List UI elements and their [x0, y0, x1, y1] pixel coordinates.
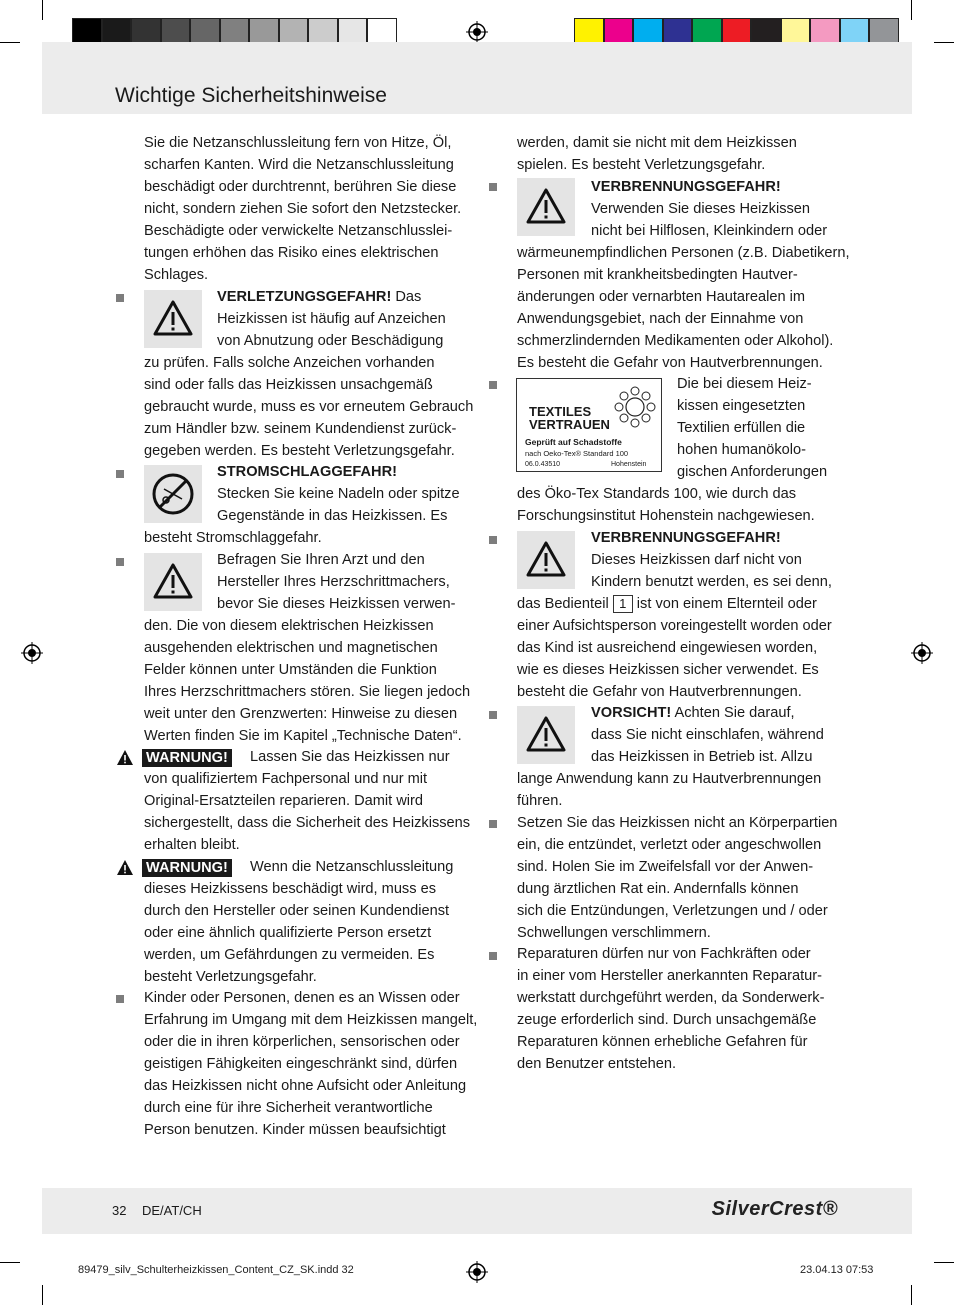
text-line: führen.	[517, 793, 563, 809]
right-verbrennung2-cont: das Bedienteil 1 ist von einem Elternteil oder einer Aufsichtsperson voreingestellt worden oder das Kind ist ausreichend eingewiesen worden, wie es dieses Heizkissen sicher verwendet. Es besteht die Gefahr von Hautverbrennungen.	[517, 593, 832, 703]
text-line: Anwendungsgebiet, nach der Einnahme von	[517, 311, 804, 327]
slug-file: 89479_silv_Schulterheizkissen_Content_CZ_SK.indd 32	[78, 1264, 354, 1276]
left-kinder-text	[144, 987, 477, 1141]
bullet-icon	[489, 711, 497, 719]
left-w1-first: Lassen Sie das Heizkissen nur	[250, 749, 450, 765]
right-vorsicht-cont	[517, 768, 821, 812]
left-arzt-cont	[144, 615, 470, 747]
text-line: Reparaturen können erhebliche Gefahren für	[517, 1034, 808, 1050]
right-oeko-text	[677, 373, 827, 483]
crop-mark	[0, 1262, 20, 1263]
text-line: Setzen Sie das Heizkissen nicht an Körperpartien	[517, 815, 838, 831]
warning-triangle-icon	[116, 749, 134, 767]
text-line: gischen Anforderungen	[677, 464, 828, 480]
text-line: Felder können unter Umständen die Funktion	[144, 662, 437, 678]
page-number: 32	[112, 1203, 127, 1218]
bullet-icon	[116, 294, 124, 302]
text-line: Original-Ersatzteilen reparieren. Damit wird	[144, 793, 423, 809]
text-line: geistigen Fähigkeiten eingeschränkt sind, dürfen	[144, 1056, 458, 1072]
text-line: Verwenden Sie dieses Heizkissen	[591, 201, 811, 217]
text-line: Gegenstände in das Heizkissen. Es	[217, 508, 448, 524]
registration-mark-icon	[911, 642, 933, 664]
warning-triangle-icon	[517, 178, 575, 236]
text-line: ausgehenden elektrischen und magnetischen	[144, 640, 438, 656]
text-line: Sie die Netzanschlussleitung fern von Hitze, Öl,	[144, 135, 452, 151]
right-koerper-text	[517, 812, 837, 944]
warning-triangle-icon	[116, 859, 134, 877]
no-needles-icon	[144, 465, 202, 523]
text-line: werden, um Gefährdungen zu vermeiden. Es	[144, 947, 435, 963]
text-line: Die bei diesem Heiz-	[677, 376, 812, 392]
crop-mark	[42, 0, 43, 20]
text-line: zum Händler bzw. seinem Kundendienst zurück-	[144, 421, 457, 437]
text-line: Person benutzen. Kinder müssen beaufsichtigt	[144, 1122, 446, 1138]
text-line: oder eine ähnlich qualifizierte Person ersetzt	[144, 925, 432, 941]
warning-label: WARNUNG!	[142, 859, 232, 877]
bullet-icon	[489, 381, 497, 389]
text-line: dass Sie nicht einschlafen, während	[591, 727, 824, 743]
left-arzt-text	[217, 549, 455, 615]
crop-mark	[911, 1285, 912, 1305]
text-line: in einer vom Hersteller anerkannten Reparatur-	[517, 968, 822, 984]
text-line: das Heizkissen in Betrieb ist. Allzu	[591, 749, 813, 765]
control-number-box: 1	[613, 595, 633, 613]
text-line: Schwellungen verschlimmern.	[517, 925, 711, 941]
text-line: gebraucht wurde, muss es vor erneutem Gebrauch	[144, 399, 474, 415]
text-line: änderungen oder vernarbten Hautarealen im	[517, 289, 806, 305]
text-line: Erfahrung im Umgang mit dem Heizkissen mangelt,	[144, 1012, 478, 1028]
right-verbrennung2-text: VERBRENNUNGSGEFAHR! Dieses Heizkissen darf nicht von Kindern benutzt werden, es sei denn,	[591, 527, 832, 593]
text-line: lange Anwendung kann zu Hautverbrennungen	[517, 771, 822, 787]
warning-label: WARNUNG!	[142, 749, 232, 767]
text-line: scharfen Kanten. Wird die Netzanschlussleitung	[144, 157, 454, 173]
warning-triangle-icon	[144, 290, 202, 348]
right-vorsicht-text: VORSICHT! Achten Sie darauf, dass Sie nicht einschlafen, während das Heizkissen in Betrieb ist. Allzu	[591, 702, 824, 768]
oeko-tex-label: TEXTILES VERTRAUEN Geprüft auf Schadstoffe nach Oeko-Tex® Standard 100 06.0.43510 Hohenstein	[516, 378, 662, 472]
text-line: Stecken Sie keine Nadeln oder spitze	[217, 486, 460, 502]
region-label: DE/AT/CH	[142, 1203, 202, 1218]
bullet-icon	[116, 470, 124, 478]
warning-badge	[116, 859, 232, 877]
text-line: besteht Verletzungsgefahr.	[144, 969, 317, 985]
text-line: Schlages.	[144, 267, 209, 283]
right-verbrennung1-cont	[517, 242, 850, 374]
right-oeko-cont	[517, 483, 815, 527]
text-line: werden, damit sie nicht mit dem Heizkissen	[517, 135, 797, 151]
bullet-icon	[116, 558, 124, 566]
text-line: schmerzlindernden Medikamenten oder Alkohol).	[517, 333, 834, 349]
text-line: Reparaturen dürfen nur von Fachkräften oder	[517, 946, 811, 962]
text-line: werkstatt durchgeführt werden, da Sonderwerk-	[517, 990, 825, 1006]
text-line: bevor Sie dieses Heizkissen verwen-	[217, 596, 456, 612]
text-line: Personen mit krankheitsbedingten Hautver-	[517, 267, 798, 283]
text-line: besteht die Gefahr von Hautverbrennungen.	[517, 684, 802, 700]
text-line: sich die Entzündungen, Verletzungen und / oder	[517, 903, 828, 919]
oeko-tex-flower-icon	[613, 385, 657, 429]
text-line: sichergestellt, dass die Sicherheit des Heizkissens	[144, 815, 471, 831]
right-verbrennung1-text: VERBRENNUNGSGEFAHR! Verwenden Sie dieses Heizkissen nicht bei Hilflosen, Kleinkindern oder	[591, 176, 827, 242]
left-verletzung-text: VERLETZUNGSGEFAHR! Das Heizkissen ist häufig auf Anzeichen von Abnutzung oder Beschädigung	[217, 286, 446, 352]
registration-mark-icon	[21, 642, 43, 664]
warning-triangle-icon	[517, 706, 575, 764]
registration-mark-icon	[466, 21, 488, 43]
text-line: nicht bei Hilflosen, Kleinkindern oder	[591, 223, 828, 239]
text-line: ein, die entzündet, verletzt oder angeschwollen	[517, 837, 822, 853]
oeko-tex-title: TEXTILES VERTRAUEN	[529, 404, 610, 432]
bullet-icon	[489, 183, 497, 191]
text-line: oder die in ihren körperlichen, sensorischen oder	[144, 1034, 460, 1050]
text-line: Es besteht die Gefahr von Hautverbrennungen.	[517, 355, 823, 371]
warning-triangle-icon	[517, 531, 575, 589]
text-line: Hersteller Ihres Herzschrittmachers,	[217, 574, 450, 590]
text-line: Beschädigte oder verwickelte Netzanschlusslei-	[144, 223, 453, 239]
text-line: hohen humanökolo-	[677, 442, 807, 458]
text-line: Textilien erfüllen die	[677, 420, 806, 436]
text-line: erhalten bleibt.	[144, 837, 240, 853]
page-footer	[42, 1188, 912, 1234]
left-w2-first: Wenn die Netzanschlussleitung	[250, 859, 454, 875]
text-line: spielen. Es besteht Verletzungsgefahr.	[517, 157, 766, 173]
text-line: tungen erhöhen das Risiko eines elektrischen	[144, 245, 439, 261]
text-line: zu prüfen. Falls solche Anzeichen vorhanden	[144, 355, 435, 371]
registration-mark-icon	[466, 1261, 488, 1283]
left-strom-text: STROMSCHLAGGEFAHR! Stecken Sie keine Nadeln oder spitze Gegenstände in das Heizkissen. Es	[217, 461, 460, 527]
text-line: Ihres Herzschrittmachers stören. Sie liegen jedoch	[144, 684, 471, 700]
text-line: des Öko-Tex Standards 100, wie durch das	[517, 486, 797, 502]
text-line: kissen eingesetzten	[677, 398, 806, 414]
warning-badge	[116, 749, 232, 767]
text-line: gegeben werden. Es besteht Verletzungsgefahr.	[144, 443, 455, 459]
text-line: Heizkissen ist häufig auf Anzeichen	[217, 311, 446, 327]
text-line: das Kind ist ausreichend eingewiesen worden,	[517, 640, 818, 656]
text-line: beschädigt oder durchtrennt, berühren Sie diese	[144, 179, 457, 195]
warning-triangle-icon	[144, 553, 202, 611]
text-line: Kindern benutzt werden, es sei denn,	[591, 574, 832, 590]
crop-mark	[934, 1262, 954, 1263]
crop-mark	[0, 42, 20, 43]
text-line: Kinder oder Personen, denen es an Wissen oder	[144, 990, 460, 1006]
brand-logo: SilverCrest®	[711, 1198, 838, 1220]
right-reparatur-text	[517, 943, 824, 1075]
text-line: wie es dieses Heizkissen sicher verwendet. Es	[517, 662, 819, 678]
page-title: Wichtige Sicherheitshinweise	[115, 84, 387, 107]
text-line: Dieses Heizkissen darf nicht von	[591, 552, 802, 568]
text-line: den Benutzer entstehen.	[517, 1056, 677, 1072]
left-intro	[144, 132, 461, 286]
text-line: Forschungsinstitut Hohenstein nachgewiesen.	[517, 508, 815, 524]
text-line: sind oder falls das Heizkissen unsachgemäß	[144, 377, 433, 393]
text-line: einer Aufsichtsperson voreingestellt worden oder	[517, 618, 832, 634]
text-line: weit unter den Grenzwerten: Hinweise zu diesen	[144, 706, 458, 722]
text-line: besteht Stromschlaggefahr.	[144, 530, 322, 546]
text-line: zeuge erforderlich sind. Durch unsachgemäße	[517, 1012, 817, 1028]
bullet-icon	[489, 820, 497, 828]
text-line: von Abnutzung oder Beschädigung	[217, 333, 444, 349]
text-line: nicht, sondern ziehen Sie sofort den Netzstecker.	[144, 201, 462, 217]
left-w1-text	[144, 768, 470, 856]
slug-date: 23.04.13 07:53	[800, 1264, 874, 1276]
crop-mark	[42, 1285, 43, 1305]
text-line: sind. Holen Sie im Zweifelsfall vor der Anwen-	[517, 859, 814, 875]
left-verletzung-cont	[144, 352, 473, 462]
text-line: Befragen Sie Ihren Arzt und den	[217, 552, 425, 568]
text-line: dung ärztlichen Rat ein. Andernfalls können	[517, 881, 799, 897]
crop-mark	[934, 42, 954, 43]
text-line: durch den Hersteller oder seinen Kundendienst	[144, 903, 450, 919]
text-line: das Heizkissen nicht ohne Aufsicht oder Anleitung	[144, 1078, 467, 1094]
text-line: von qualifiziertem Fachpersonal und nur mit	[144, 771, 428, 787]
left-w2-text	[144, 878, 449, 988]
bullet-icon	[489, 952, 497, 960]
crop-mark	[911, 0, 912, 20]
bullet-icon	[116, 995, 124, 1003]
text-line: durch eine für ihre Sicherheit verantwortliche	[144, 1100, 433, 1116]
bullet-icon	[489, 536, 497, 544]
text-line: Werten finden Sie im Kapitel „Technische Daten“.	[144, 728, 462, 744]
right-intro	[517, 132, 797, 176]
text-line: dieses Heizkissens beschädigt wird, muss es	[144, 881, 436, 897]
text-line: den. Die von diesem elektrischen Heizkissen	[144, 618, 434, 634]
left-strom-cont	[144, 527, 322, 549]
page-header	[42, 42, 912, 114]
text-line: wärmeunempfindlichen Personen (z.B. Diabetikern,	[517, 245, 850, 261]
